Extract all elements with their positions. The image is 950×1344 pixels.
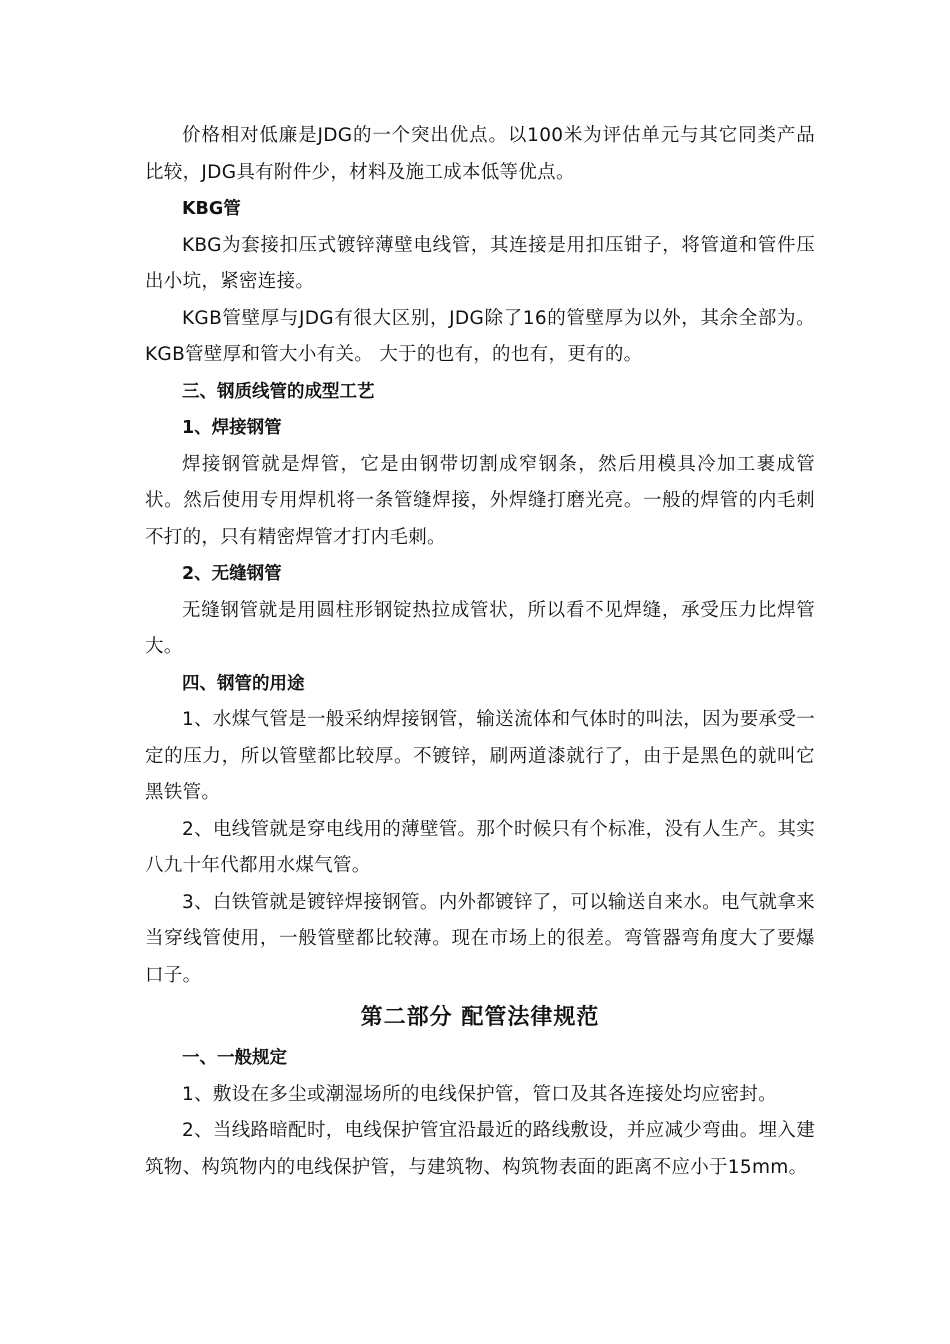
heading-section-three: 三、钢质线管的成型工艺 xyxy=(182,381,375,402)
paragraph-kgb-thickness: KGB管壁厚与JDG有很大区别，JDG除了16的管壁厚为以外，其余全部为。KGB管壁厚和管大小有关。 大于的也有，的也有，更有的。 xyxy=(145,307,815,365)
paragraph-rule-two: 2、当线路暗配时，电线保护管宜沿最近的路线敷设，并应减少弯曲。埋入建筑物、构筑物内的电线保护管，与建筑物、构筑物表面的距离不应小于15mm。 xyxy=(145,1120,815,1178)
paragraph-rule-one: 1、敷设在多尘或潮湿场所的电线保护管，管口及其各连接处均应密封。 xyxy=(182,1083,777,1105)
paragraph-kbg-definition: KBG为套接扣压式镀锌薄壁电线管，其连接是用扣压钳子，将管道和管件压出小坑，紧密连接。 xyxy=(145,234,815,292)
heading-seamless-pipe: 2、无缝钢管 xyxy=(182,564,282,584)
part-two-title: 第二部分 配管法律规范 xyxy=(360,1005,600,1030)
paragraph-conduit: 2、电线管就是穿电线用的薄壁管。那个时候只有个标准，没有人生产。其实八九十年代都用水煤气管。 xyxy=(145,818,815,876)
paragraph-welded-pipe: 焊接钢管就是焊管，它是由钢带切割成窄钢条，然后用模具冷加工裹成管状。然后使用专用焊机将一条管缝焊接，外焊缝打磨光亮。一般的焊管的内毛刺不打的，只有精密焊管才打内毛刺。 xyxy=(145,453,815,548)
paragraph-gas-pipe: 1、水煤气管是一般采纳焊接钢管，输送流体和气体时的叫法，因为要承受一定的压力，所以管壁都比较厚。不镀锌，刷两道漆就行了，由于是黑色的就叫它黑铁管。 xyxy=(145,709,815,803)
heading-kbg: KBG管 xyxy=(182,199,241,219)
paragraph-jdg-price: 价格相对低廉是JDG的一个突出优点。以100米为评估单元与其它同类产品比较，JDG具有附件少，材料及施工成本低等优点。 xyxy=(145,125,815,183)
heading-welded-pipe: 1、焊接钢管 xyxy=(182,418,282,438)
paragraph-seamless-pipe: 无缝钢管就是用圆柱形钢锭热拉成管状，所以看不见焊缝，承受压力比焊管大。 xyxy=(145,599,815,657)
heading-general-rules: 一、一般规定 xyxy=(182,1048,287,1068)
document-body xyxy=(145,118,815,1186)
heading-section-four: 四、钢管的用途 xyxy=(182,673,305,694)
paragraph-galvanized-pipe: 3、白铁管就是镀锌焊接钢管。内外都镀锌了，可以输送自来水。电气就拿来当穿线管使用，一般管壁都比较薄。现在市场上的很差。弯管器弯角度大了要爆口子。 xyxy=(145,891,815,986)
